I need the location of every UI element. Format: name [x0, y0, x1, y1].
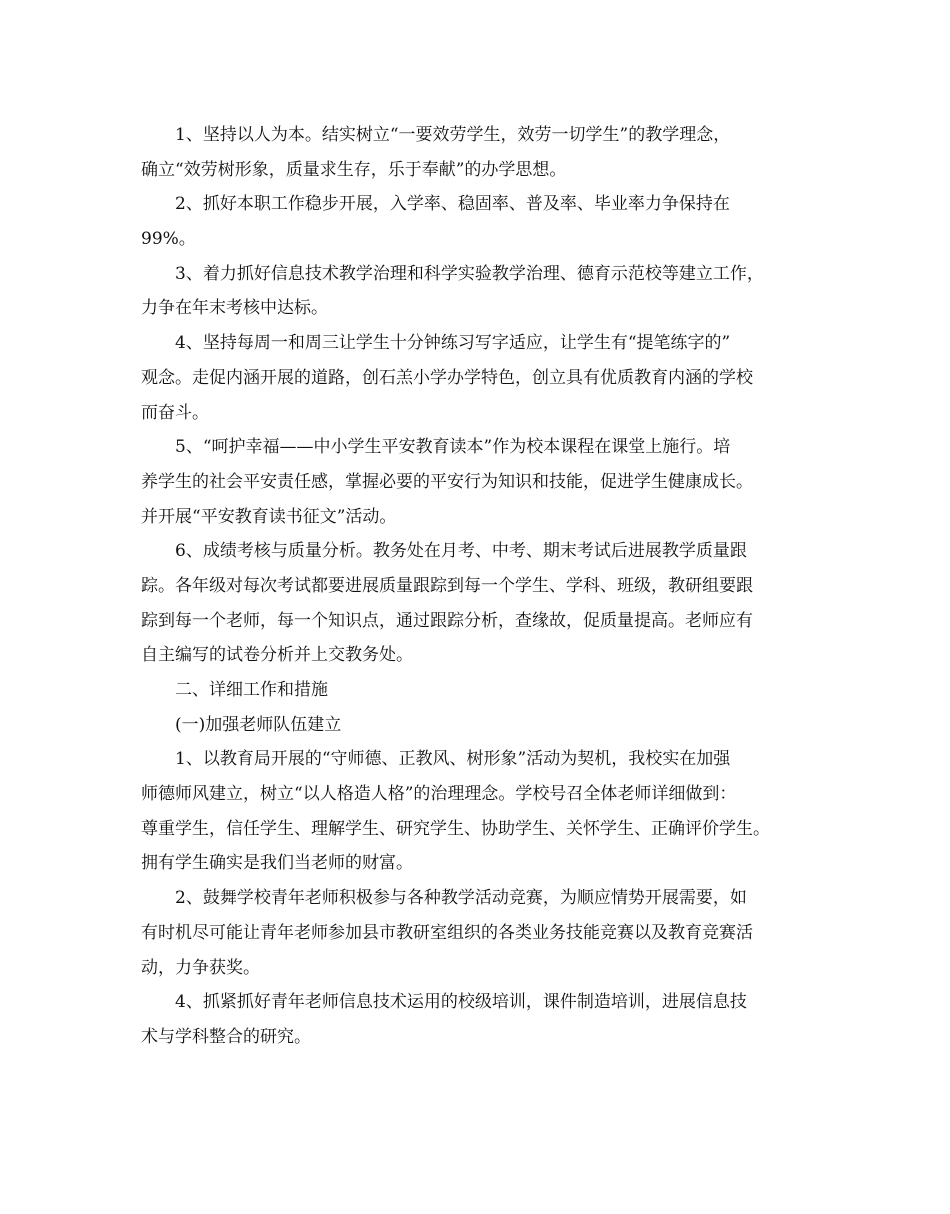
text-line: 自主编写的试卷分析并上交教务处。: [141, 645, 413, 666]
text-line: 4、抓紧抓好青年老师信息技术运用的校级培训，课件制造培训，进展信息技: [175, 992, 747, 1013]
text-line: 5、“呵护幸福——中小学生平安教育读本”作为校本课程在课堂上施行。培: [175, 437, 731, 458]
paragraph-1: [141, 118, 825, 187]
text-line: 术与学科整合的研究。: [141, 1026, 311, 1047]
paragraph-6: [141, 534, 825, 673]
text-line: 99%。: [141, 229, 196, 250]
paragraph-3: [141, 257, 825, 326]
text-line: 二、详细工作和措施: [175, 680, 328, 700]
text-line: 而奋斗。: [141, 402, 209, 423]
text-line: 养学生的社会平安责任感，掌握必要的平安行为知识和技能，促进学生健康成长。: [141, 471, 753, 492]
paragraph-8: [141, 881, 825, 985]
text-line: 观念。走促内涵开展的道路，创石羔小学办学特色，创立具有优质教育内涵的学校: [141, 367, 753, 388]
text-line: 力争在年末考核中达标。: [141, 298, 328, 319]
text-line: 师德师风建立，树立“以人格造人格”的治理理念。学校号召全体老师详细做到：: [141, 784, 737, 805]
paragraph-4: [141, 326, 825, 430]
text-line: 踪到每一个老师，每一个知识点，通过跟踪分析，查缘故，促质量提高。老师应有: [141, 610, 753, 631]
text-line: 2、鼓舞学校青年老师积极参与各种教学活动竞赛，为顺应情势开展需要，如: [175, 888, 747, 909]
document-body: [141, 118, 825, 1055]
text-line: 4、坚持每周一和周三让学生十分钟练习写字适应，让学生有“提笔练字的”: [175, 333, 731, 354]
text-line: 动，力争获奖。: [141, 957, 260, 978]
text-line: (一)加强老师队伍建立: [175, 714, 342, 735]
text-line: 1、坚持以人为本。结实树立“一要效劳学生，效劳一切学生”的教学理念，: [175, 125, 731, 145]
text-line: 有时机尽可能让青年老师参加县市教研室组织的各类业务技能竞赛以及教育竞赛活: [141, 922, 753, 943]
text-line: 1、以教育局开展的“守师德、正教风、树形象”活动为契机，我校实在加强: [175, 749, 731, 770]
text-line: 6、成绩考核与质量分析。教务处在月考、中考、期末考试后进展教学质量跟: [175, 541, 747, 562]
paragraph-7: [141, 742, 825, 881]
paragraph-9: [141, 985, 825, 1054]
paragraph-5: [141, 430, 825, 534]
section-heading: [141, 673, 825, 708]
text-line: 尊重学生，信任学生、理解学生、研究学生、协助学生、关怀学生、正确评价学生。: [141, 818, 770, 839]
text-line: 拥有学生确实是我们当老师的财富。: [141, 853, 413, 874]
text-line: 踪。各年级对每次考试都要进展质量跟踪到每一个学生、学科、班级，教研组要跟: [141, 575, 753, 596]
text-line: 并开展“平安教育读书征文”活动。: [141, 506, 397, 527]
text-line: 确立“效劳树形象，质量求生存，乐于奉献”的办学思想。: [141, 159, 567, 180]
text-line: 3、着力抓好信息技术教学治理和科学实验教学治理、德育示范校等建立工作，: [175, 263, 764, 284]
subsection-heading: [141, 708, 825, 743]
paragraph-2: [141, 187, 825, 256]
text-line: 2、抓好本职工作稳步开展，入学率、稳固率、普及率、毕业率力争保持在: [175, 194, 730, 215]
